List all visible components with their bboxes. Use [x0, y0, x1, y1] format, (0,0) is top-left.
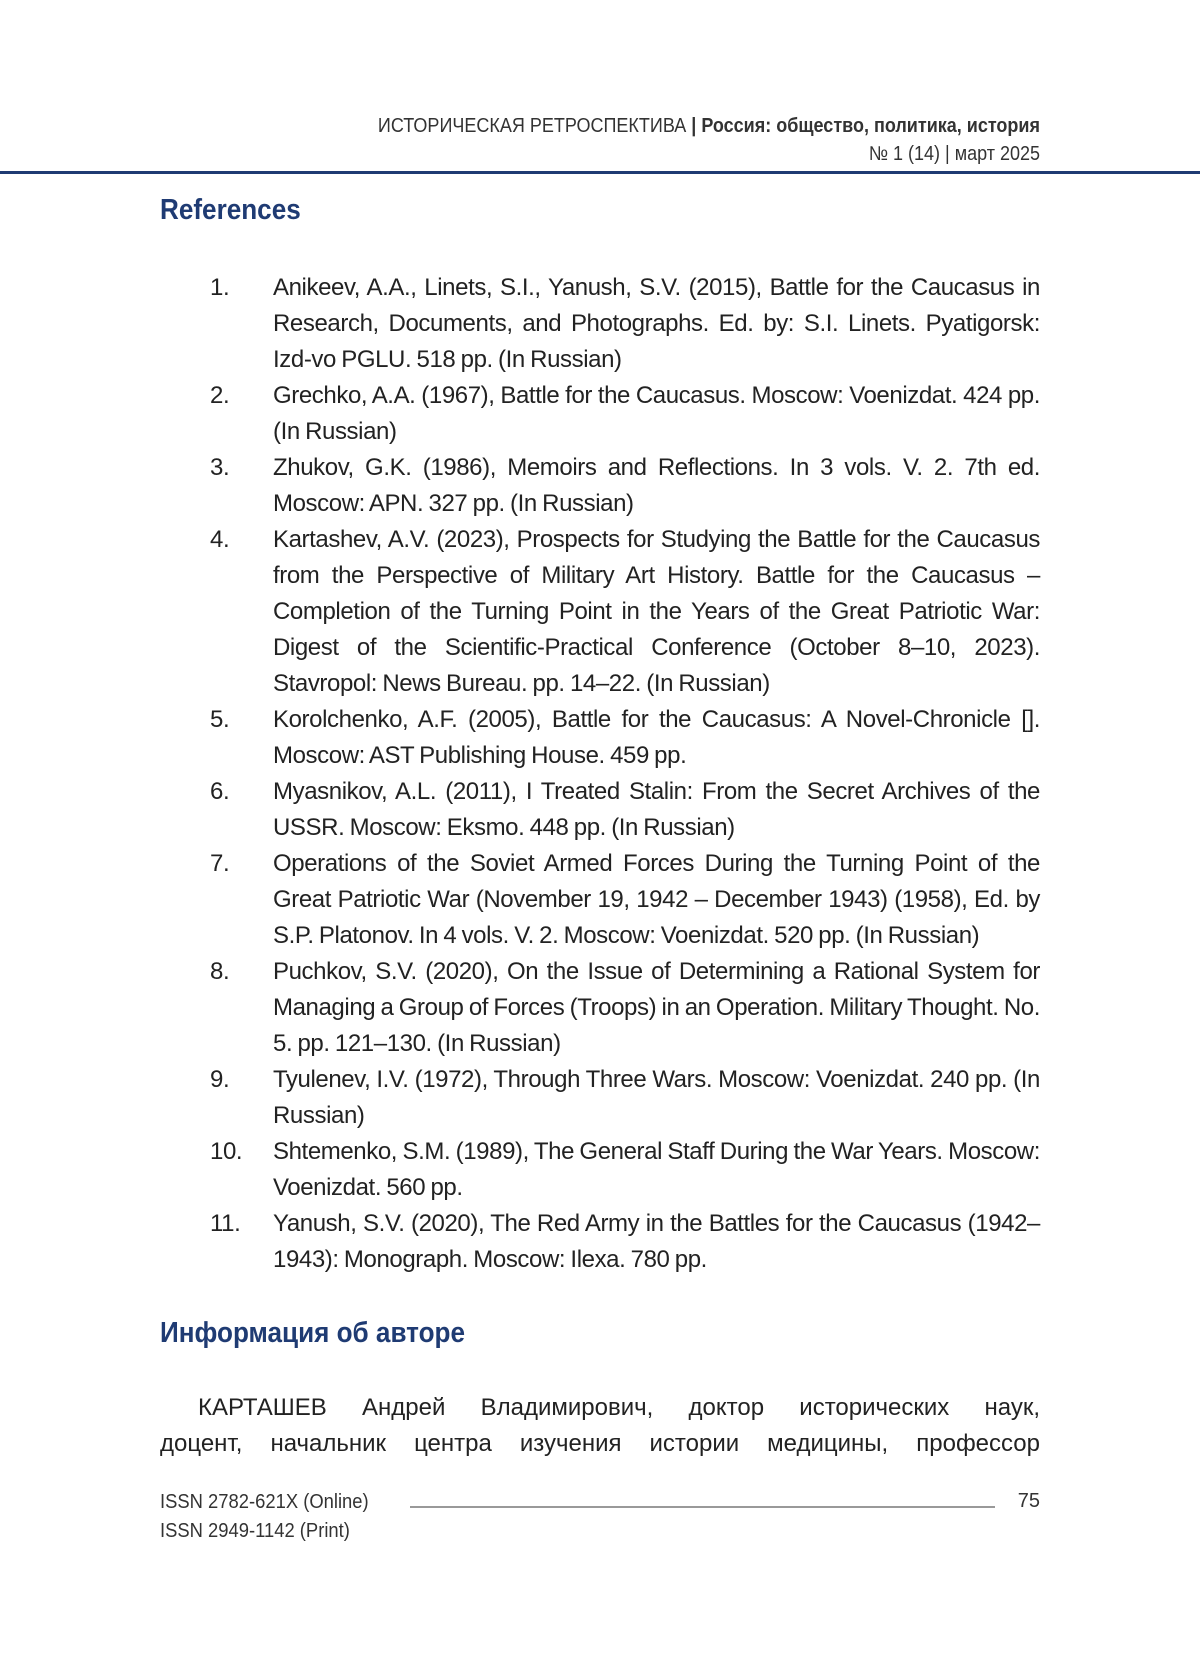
reference-text: Operations of the Soviet Armed Forces During the Turning Point of the Great Patriotic War (November 19, 1942 – December 1943) (1958), Ed. by S.P. Platonov. In 4 vols. V. 2. Moscow: Voenizdat. 520 pp. (In Russian)	[273, 850, 1040, 949]
reference-item	[210, 450, 1040, 522]
reference-number: 4.	[210, 526, 230, 553]
reference-number: 3.	[210, 454, 230, 481]
page-footer	[160, 1488, 1040, 1548]
page-number: 75	[1017, 1490, 1040, 1512]
references-heading: References	[160, 194, 301, 226]
footer-rule	[410, 1506, 995, 1508]
header-rule	[0, 171, 1200, 174]
author-info-paragraph	[160, 1390, 1040, 1462]
reference-text: Anikeev, A.A., Linets, S.I., Yanush, S.V. (2015), Battle for the Caucasus in Research, Documents, and Photographs. Ed. by: S.I. Linets. Pyatigorsk: Izd-vo PGLU. 518 pp. (In Russian)	[273, 274, 1040, 373]
issn-block	[160, 1488, 369, 1546]
reference-text: Yanush, S.V. (2020), The Red Army in the Battles for the Caucasus (1942–1943): Monograph. Moscow: Ilexa. 780 pp.	[273, 1210, 1040, 1273]
reference-item	[210, 702, 1040, 774]
reference-text: Grechko, A.A. (1967), Battle for the Caucasus. Moscow: Voenizdat. 424 pp. (In Russian)	[273, 382, 1040, 445]
reference-item	[210, 846, 1040, 954]
references-list	[210, 270, 1040, 1278]
reference-text: Shtemenko, S.M. (1989), The General Staff During the War Years. Moscow: Voenizdat. 560 pp.	[273, 1138, 1040, 1201]
reference-text: Zhukov, G.K. (1986), Memoirs and Reflections. In 3 vols. V. 2. 7th ed. Moscow: APN. 327 pp. (In Russian)	[273, 454, 1040, 517]
reference-number: 8.	[210, 958, 230, 985]
author-info-line-1: КАРТАШЕВ Андрей Владимирович, доктор исторических наук,	[198, 1394, 1040, 1421]
reference-item	[210, 1062, 1040, 1134]
reference-text: Kartashev, A.V. (2023), Prospects for Studying the Battle for the Caucasus from the Perspective of Military Art History. Battle for the Caucasus – Completion of the Turning Point in the Years of the Great Patriotic War: Digest of the Scientific-Practical Conference (October 8–10, 2023). Stavropol: News Bureau. pp. 14–22. (In Russian)	[273, 526, 1040, 697]
reference-item	[210, 270, 1040, 378]
reference-number: 2.	[210, 382, 230, 409]
reference-number: 11.	[210, 1210, 241, 1237]
reference-text: Myasnikov, A.L. (2011), I Treated Stalin: From the Secret Archives of the USSR. Moscow: Eksmo. 448 pp. (In Russian)	[273, 778, 1040, 841]
reference-item	[210, 1206, 1040, 1278]
reference-item	[210, 522, 1040, 702]
reference-item	[210, 378, 1040, 450]
author-info-heading: Информация об авторе	[160, 1317, 465, 1349]
journal-name: ИСТОРИЧЕСКАЯ РЕТРОСПЕКТИВА	[377, 115, 687, 137]
reference-text: Puchkov, S.V. (2020), On the Issue of Determining a Rational System for Managing a Group of Forces (Troops) in an Operation. Military Thought. No. 5. pp. 121–130. (In Russian)	[273, 958, 1040, 1057]
header-separator: |	[691, 115, 697, 137]
reference-number: 10.	[210, 1138, 243, 1165]
reference-text: Tyulenev, I.V. (1972), Through Three Wars. Moscow: Voenizdat. 240 pp. (In Russian)	[273, 1066, 1040, 1129]
reference-number: 1.	[210, 274, 230, 301]
running-header	[248, 112, 1040, 168]
reference-number: 6.	[210, 778, 230, 805]
issn-online: ISSN 2782-621X (Online)	[160, 1491, 369, 1513]
issue-info: № 1 (14) | март 2025	[868, 143, 1040, 165]
reference-item	[210, 1134, 1040, 1206]
reference-item	[210, 774, 1040, 846]
reference-number: 9.	[210, 1066, 230, 1093]
header-title-line	[248, 112, 1040, 140]
issn-print: ISSN 2949-1142 (Print)	[160, 1520, 350, 1542]
reference-number: 7.	[210, 850, 230, 877]
section-title: Россия: общество, политика, история	[701, 115, 1040, 137]
author-info-line-2: доцент, начальник центра изучения истории медицины, профессор	[160, 1430, 1040, 1457]
reference-number: 5.	[210, 706, 230, 733]
reference-item	[210, 954, 1040, 1062]
reference-text: Korolchenko, A.F. (2005), Battle for the Caucasus: A Novel-Chronicle []. Moscow: AST Publishing House. 459 pp.	[273, 706, 1040, 769]
